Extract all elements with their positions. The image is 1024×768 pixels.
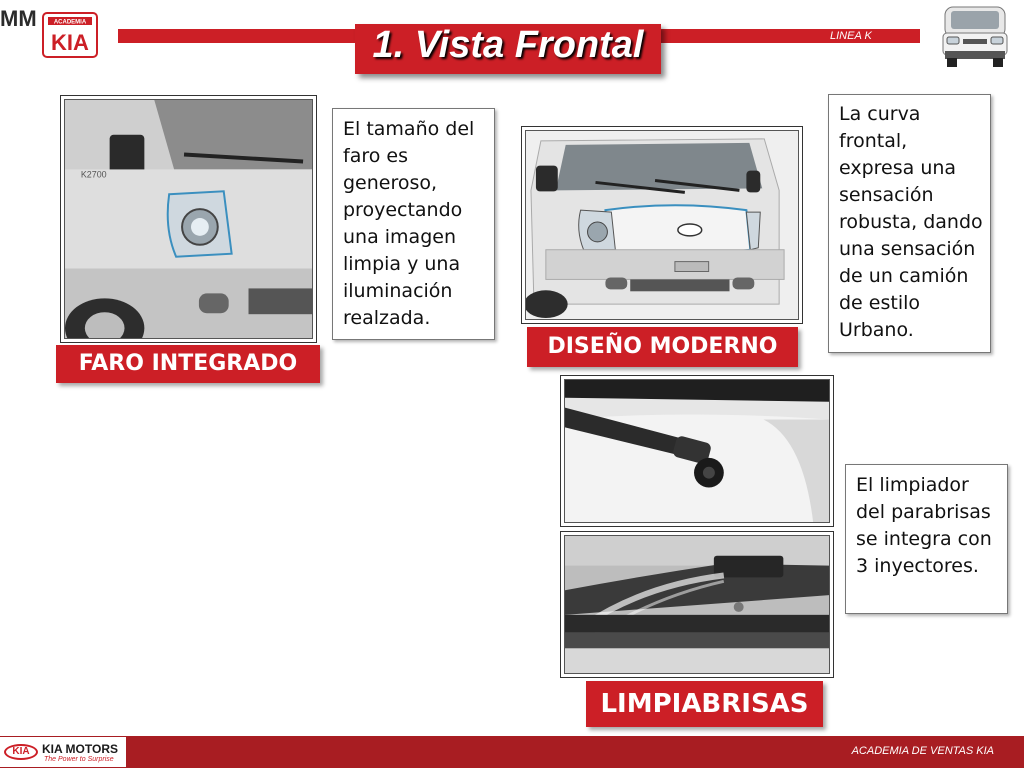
page-title: 1. Vista Frontal	[372, 24, 644, 66]
label-diseno-moderno: DISEÑO MODERNO	[527, 327, 798, 367]
academia-kia-logo	[42, 12, 98, 58]
front-view-illustration	[525, 130, 799, 320]
footer-tagline: The Power to Surprise	[44, 756, 114, 763]
wiper-arm-photo	[560, 375, 834, 527]
logo-ribbon-text: ACADEMIA	[53, 19, 87, 26]
line-label: LINEA K	[830, 30, 872, 42]
kia-oval-logo: KIA	[4, 744, 38, 760]
faro-description: El tamaño del faro es generoso, proyectando una imagen limpia y una iluminación realzada.	[332, 108, 495, 340]
wiper-arm-illustration	[564, 379, 830, 523]
wiper-blade-photo	[560, 531, 834, 678]
limpiabrisas-description: El limpiador del parabrisas se integra con 3 inyectores.	[845, 464, 1008, 614]
front-view-photo	[521, 126, 803, 324]
academia-footer-text: ACADEMIA DE VENTAS KIA	[851, 745, 994, 757]
title-box	[355, 24, 661, 74]
label-faro-integrado: FARO INTEGRADO	[56, 345, 320, 383]
logo-brand-text: KIA	[51, 30, 89, 55]
diseno-description: La curva frontal, expresa una sensación robusta, dando una sensación de un camión de estilo Urbano.	[828, 94, 991, 353]
kia-motors-logo	[0, 737, 126, 767]
label-limpiabrisas: LIMPIABRISAS	[586, 681, 823, 727]
footer-brand: KIA MOTORS	[42, 742, 119, 756]
truck-thumbnail-image	[937, 3, 1013, 69]
headlight-illustration	[64, 99, 313, 339]
mm-mark: MM	[0, 6, 37, 31]
wiper-blade-illustration	[564, 535, 830, 674]
headlight-photo	[60, 95, 317, 343]
svg-text:K2700: K2700	[80, 169, 107, 180]
